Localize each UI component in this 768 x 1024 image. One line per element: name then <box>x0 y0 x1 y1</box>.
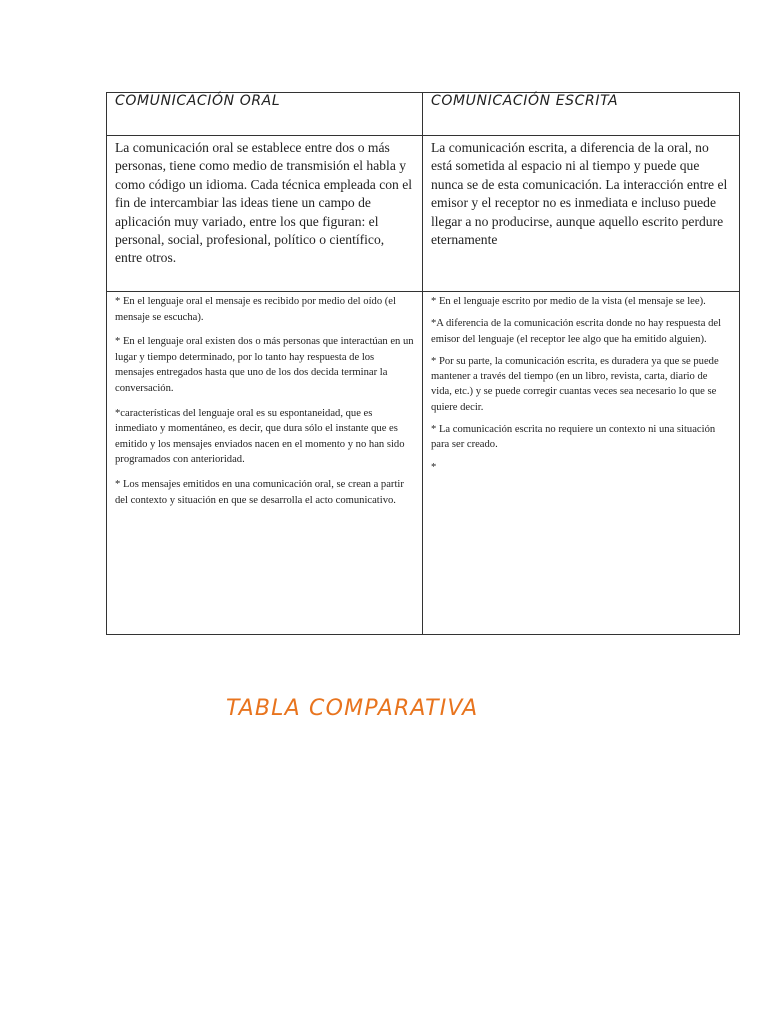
written-point: *A diferencia de la comunicación escrita donde no hay respuesta del emisor del lenguaje (el receptor lee algo que ha emitido alguien). <box>431 318 722 345</box>
written-point: * <box>431 461 437 473</box>
written-point: * La comunicación escrita no requiere un contexto ni una situación para ser creado. <box>431 424 716 451</box>
header-escrita: COMUNICACIÓN ESCRITA <box>423 93 740 136</box>
page-title: TABLA COMPARATIVA <box>226 696 479 721</box>
oral-point: *características del lenguaje oral es su espontaneidad, que es inmediato y momentáneo, es decir, que dura sólo el instante que es emitido y los mensajes enviados nacen en el momento y no han sido programados con anterioridad. <box>115 407 405 466</box>
definition-oral: La comunicación oral se establece entre dos o más personas, tiene como medio de transmisión el habla y como código un idioma. Cada técnica empleada con el fin de intercambiar las ideas tiene un campo de aplicación muy variado, entre los que figuran: el personal, social, profesional, político o científico, entre otros. <box>115 140 413 266</box>
header-oral: COMUNICACIÓN ORAL <box>107 93 423 136</box>
definition-escrita: La comunicación escrita, a diferencia de la oral, no está sometida al espacio ni al tiempo y puede que nunca se de esta comunicación. La interacción entre el emisor y el receptor no es inmediata e incluso puede llegar a no producirse, aunque aquello escrito perdure eternamente <box>431 140 728 248</box>
written-point: * En el lenguaje escrito por medio de la vista (el mensaje se lee). <box>431 296 706 307</box>
oral-point: * En el lenguaje oral el mensaje es recibido por medio del oído (el mensaje se escucha). <box>115 296 396 323</box>
oral-point: * En el lenguaje oral existen dos o más personas que interactúan en un lugar y tiempo determinado, por lo tanto hay respuesta de los mensajes entregados hasta que uno de los dos decida terminar la conversación. <box>115 336 414 394</box>
definition-oral-cell <box>107 136 423 292</box>
written-points-cell <box>423 292 740 635</box>
written-point: * Por su parte, la comunicación escrita, es duradera ya que se puede mantener a través del tiempo (en un libro, revista, carta, diario de vida, etc.) y se puede corregir cuantas veces sea necesario lo que se quiere decir. <box>431 355 719 413</box>
definition-escrita-cell <box>423 136 740 292</box>
oral-point: * Los mensajes emitidos en una comunicación oral, se crean a partir del contexto y situación en que se desarrolla el acto comunicativo. <box>115 478 404 506</box>
oral-points-cell <box>107 292 423 635</box>
comparison-table <box>106 92 740 635</box>
